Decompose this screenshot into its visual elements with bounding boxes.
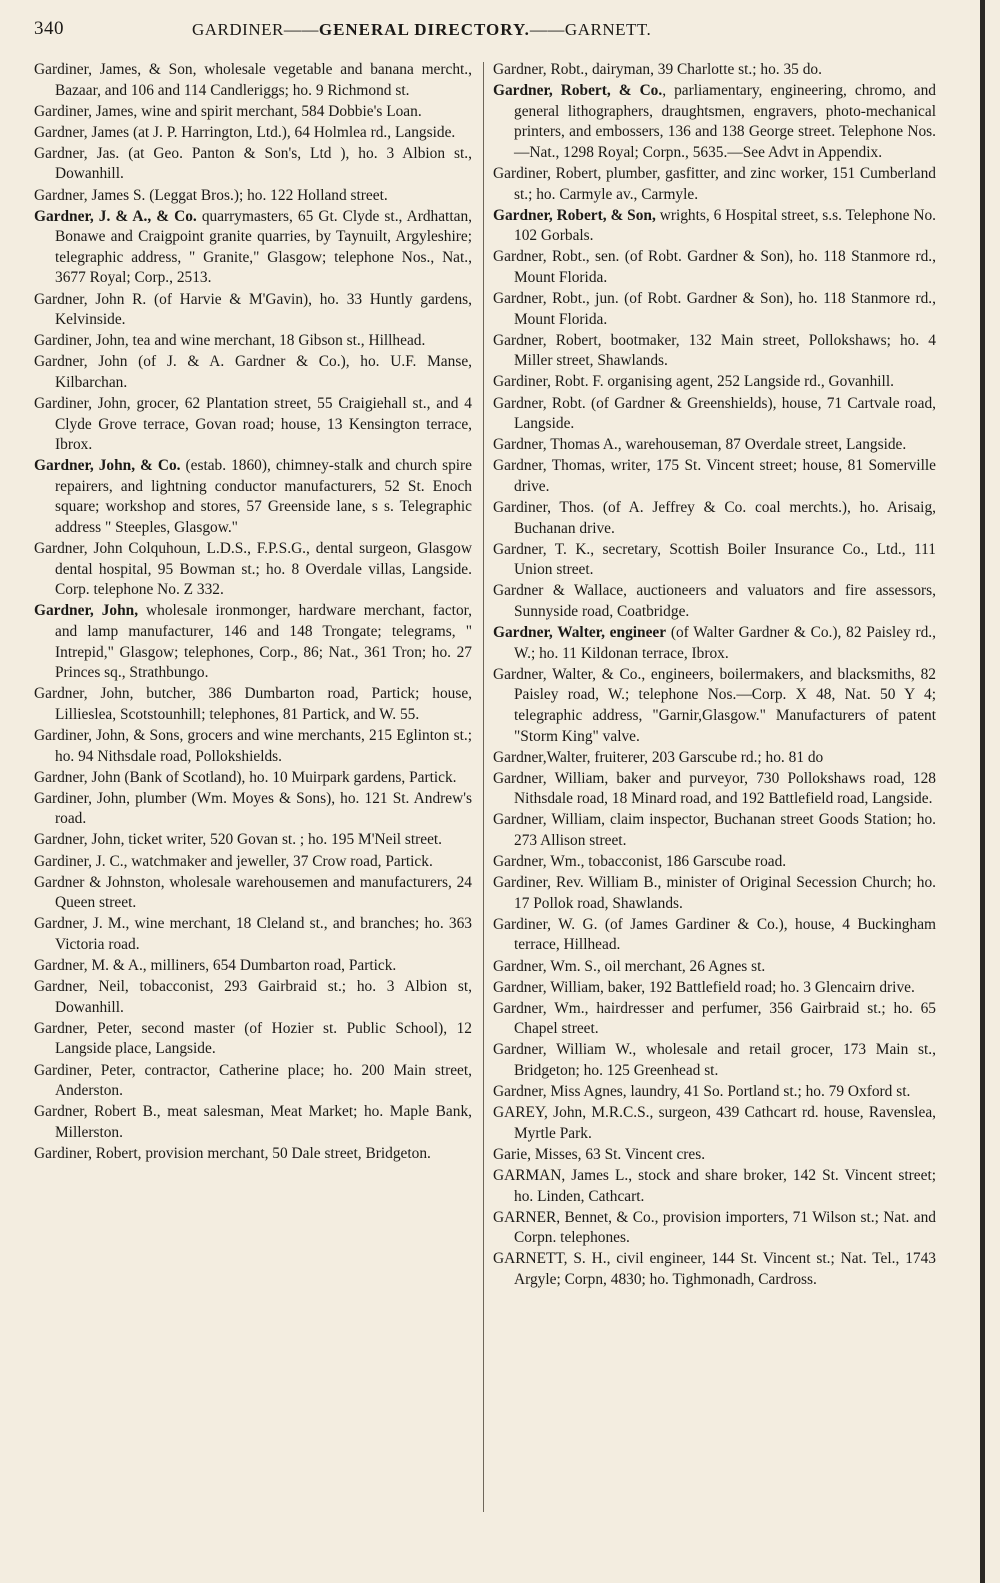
entry-text: (estab. 1860), chimney-stalk and church spire repairers, and lightning conductor manufacturers, 52 St. Enoch square; workshop and stores, 57 Greenside lane, s s. Telegraphic address " Steeples, Glasgow." xyxy=(55,457,472,537)
entry-name: Gardner, Robert, & Son, xyxy=(493,206,656,224)
right-column xyxy=(493,60,936,1291)
directory-entry xyxy=(34,1061,472,1102)
left-column xyxy=(34,60,472,1165)
directory-entry xyxy=(493,372,936,393)
directory-entry xyxy=(34,456,472,538)
entry-text: Gardner, Robert B., meat salesman, Meat Market; ho. Maple Bank, Millerston. xyxy=(34,1103,472,1141)
entry-text: Gardiner, Robert, provision merchant, 50 Dale street, Bridgeton. xyxy=(34,1144,431,1162)
entry-text: GAREY, John, M.R.C.S., surgeon, 439 Cathcart rd. house, Ravenslea, Myrtle Park. xyxy=(493,1104,936,1142)
entry-name: Gardner, John, xyxy=(34,602,139,620)
directory-entry xyxy=(34,852,472,873)
entry-text: Gardner, Neil, tobacconist, 293 Gairbraid st.; ho. 3 Albion st, Dowanhill. xyxy=(34,978,472,1016)
entry-text: Gardner, John, ticket writer, 520 Govan st. ; ho. 195 M'Neil street. xyxy=(34,831,443,849)
directory-entry xyxy=(493,1208,936,1249)
directory-entry xyxy=(493,915,936,956)
entry-text: Gardner, James (at J. P. Harrington, Ltd.), 64 Holmlea rd., Langside. xyxy=(34,123,456,141)
entry-text: Gardiner, James, wine and spirit merchant, 584 Dobbie's Loan. xyxy=(34,102,422,120)
entry-text: Gardner, Wm., hairdresser and perfumer, 356 Gairbraid st.; ho. 65 Chapel street. xyxy=(493,999,936,1038)
column-divider xyxy=(483,62,484,1512)
directory-entry xyxy=(34,873,472,914)
directory-entry xyxy=(34,1102,472,1143)
entry-text: Gardner, Jas. (at Geo. Panton & Son's, Ltd ), ho. 3 Albion st., Dowanhill. xyxy=(34,144,472,183)
entry-text: Gardner, Wm. S., oil merchant, 26 Agnes st. xyxy=(493,957,766,975)
entry-text: , parliamentary, engineering, chromo, and general lithographers, draughtsmen, engravers, photo-mechanical printers, and embossers, 136 and 138 George street. Telephone Nos.—Nat., 1298 Royal; Corpn., 5635.—See Advt in Appendix. xyxy=(514,82,937,161)
directory-entry xyxy=(493,665,936,747)
entry-text: Gardner, Thomas, writer, 175 St. Vincent street; house, 81 Somerville drive. xyxy=(493,457,936,495)
directory-entry xyxy=(493,581,936,622)
directory-entry xyxy=(34,290,472,331)
directory-entry xyxy=(493,394,936,435)
entry-text: quarrymasters, 65 Gt. Clyde st., Ardhattan, Bonawe and Craigpoint granite quarries, by Taynuilt, Argyleshire; telegraphic address, " Granite," Glasgow; telephone Nos., Nat., 3677 Royal; Corp., 2513. xyxy=(55,207,472,287)
directory-entry xyxy=(493,1249,936,1290)
entry-text: Gardner, Miss Agnes, laundry, 41 So. Portland st.; ho. 79 Oxford st. xyxy=(493,1083,911,1101)
entry-text: Gardiner, Thos. (of A. Jeffrey & Co. coal merchts.), ho. Arisaig, Buchanan drive. xyxy=(493,498,936,537)
directory-entry xyxy=(34,394,472,456)
entry-text: Gardner,Walter, fruiterer, 203 Garscube rd.; ho. 81 do xyxy=(493,748,824,766)
entry-text: Gardner, T. K., secretary, Scottish Boiler Insurance Co., Ltd., 111 Union street. xyxy=(493,540,936,579)
entry-text: Gardner & Wallace, auctioneers and valuators and fire assessors, Sunnyside road, Coatbridge. xyxy=(493,582,936,620)
directory-entry xyxy=(493,1103,936,1144)
entry-name: Gardner, Walter, engineer xyxy=(493,624,667,642)
directory-entry xyxy=(493,810,936,851)
entry-text: Gardiner, J. C., watchmaker and jeweller, 37 Crow road, Partick. xyxy=(34,852,433,870)
entry-text: Gardiner, John, tea and wine merchant, 18 Gibson st., Hillhead. xyxy=(34,332,426,350)
directory-entry xyxy=(34,207,472,289)
entry-text: Gardner, Thomas A., warehouseman, 87 Overdale street, Langside. xyxy=(493,436,907,454)
entry-text: Gardner, Robert, bootmaker, 132 Main street, Pollokshaws; ho. 4 Miller street, Shawlands. xyxy=(493,331,936,370)
directory-entry xyxy=(493,623,936,664)
entry-text: Gardiner, James, & Son, wholesale vegetable and banana mercht., Bazaar, and 106 and 114 Candleriggs; ho. 9 Richmond st. xyxy=(34,61,472,99)
directory-entry xyxy=(493,540,936,581)
directory-entry xyxy=(34,186,472,207)
directory-entry xyxy=(493,1166,936,1207)
directory-entry xyxy=(34,331,472,352)
entry-text: Gardner, William, baker, 192 Battlefield road; ho. 3 Glencairn drive. xyxy=(493,978,915,996)
entry-text: Gardiner, Robert, plumber, gasfitter, and zinc worker, 151 Cumberland st.; ho. Carmyle av., Carmyle. xyxy=(493,164,936,203)
directory-entry xyxy=(34,684,472,725)
directory-entry xyxy=(34,352,472,393)
directory-entry xyxy=(493,999,936,1040)
entry-text: Gardner, M. & A., milliners, 654 Dumbarton road, Partick. xyxy=(34,957,397,975)
entry-text: Gardiner, Robt. F. organising agent, 252 Langside rd., Govanhill. xyxy=(493,373,894,391)
directory-entry xyxy=(34,1144,472,1165)
running-head-left: GARDINER xyxy=(192,20,284,39)
entry-text: Gardner, John (Bank of Scotland), ho. 10 Muirpark gardens, Partick. xyxy=(34,768,457,786)
entry-text: GARNETT, S. H., civil engineer, 144 St. Vincent st.; Nat. Tel., 1743 Argyle; Corpn, 4830; ho. Tighmonadh, Cardross. xyxy=(493,1250,936,1288)
directory-entry xyxy=(34,102,472,123)
directory-entry xyxy=(34,539,472,601)
directory-entry xyxy=(493,1082,936,1103)
directory-entry xyxy=(493,206,936,247)
entry-text: Gardner, John (of J. & A. Gardner & Co.), ho. U.F. Manse, Kilbarchan. xyxy=(34,353,472,391)
entry-text: Gardner & Johnston, wholesale warehousemen and manufacturers, 24 Queen street. xyxy=(34,873,472,912)
directory-entry xyxy=(34,60,472,101)
entry-text: Gardner, William W., wholesale and retail grocer, 173 Main st., Bridgeton; ho. 125 Greenhead st. xyxy=(493,1041,936,1079)
directory-entry xyxy=(493,247,936,288)
page-header xyxy=(34,16,794,46)
directory-entry xyxy=(493,498,936,539)
directory-entry xyxy=(34,768,472,789)
directory-entry xyxy=(493,873,936,914)
entry-text: GARNER, Bennet, & Co., provision importers, 71 Wilson st.; Nat. and Corpn. telephones. xyxy=(493,1208,936,1247)
directory-entry xyxy=(493,60,936,81)
entry-text: Gardner, James S. (Leggat Bros.); ho. 122 Holland street. xyxy=(34,186,388,204)
directory-entry xyxy=(493,81,936,163)
directory-entry xyxy=(34,914,472,955)
directory-entry xyxy=(493,289,936,330)
entry-text: Gardiner, John, & Sons, grocers and wine merchants, 215 Eglinton st.; ho. 94 Nithsdale road, Pollokshields. xyxy=(34,727,472,765)
entry-text: Gardner, Robt., dairyman, 39 Charlotte st.; ho. 35 do. xyxy=(493,61,822,78)
entry-text: Gardner, Robt. (of Gardner & Greenshields), house, 71 Cartvale road, Langside. xyxy=(493,394,936,433)
directory-entry xyxy=(34,977,472,1018)
entry-text: wrights, 6 Hospital street, s.s. Telephone No. 102 Gorbals. xyxy=(514,206,936,245)
directory-entry xyxy=(493,957,936,978)
directory-entry xyxy=(34,726,472,767)
directory-entry xyxy=(34,601,472,683)
entry-name: Gardner, John, & Co. xyxy=(34,457,181,475)
entry-name: Gardner, J. & A., & Co. xyxy=(34,207,197,225)
entry-text: Gardiner, W. G. (of James Gardiner & Co.), house, 4 Buckingham terrace, Hillhead. xyxy=(493,915,936,954)
directory-entry xyxy=(493,435,936,456)
entry-text: Gardiner, Rev. William B., minister of Original Secession Church; ho. 17 Pollok road, Shawlands. xyxy=(493,874,936,912)
entry-text: (of Walter Gardner & Co.), 82 Paisley rd., W.; ho. 11 Kildonan terrace, Ibrox. xyxy=(514,624,937,662)
directory-entry xyxy=(493,978,936,999)
entry-text: Gardiner, Peter, contractor, Catherine place; ho. 200 Main street, Anderston. xyxy=(34,1061,472,1100)
directory-entry xyxy=(493,331,936,372)
entry-text: Gardiner, John, plumber (Wm. Moyes & Sons), ho. 121 St. Andrew's road. xyxy=(34,789,472,828)
running-head-right: GARNETT. xyxy=(564,20,652,39)
entry-text: Gardner, Walter, & Co., engineers, boilermakers, and blacksmiths, 82 Paisley road, W.; telephone Nos.—Corp. X 48, Nat. 50 Y 4; telegraphic address, "Garnir,Glasgow." Manufacturers of patent "Storm King" valve. xyxy=(493,665,936,745)
directory-entry xyxy=(34,956,472,977)
directory-entry xyxy=(34,1019,472,1060)
entry-text: wholesale ironmonger, hardware merchant, factor, and lamp manufacturer, 146 and 148 Trongate; telegrams, " Intrepid," Glasgow; telephones, Corp., 86; Nat., 361 Tron; ho. 27 Princes sq., Strathbungo. xyxy=(55,602,472,682)
entry-text: Gardner, William, baker and purveyor, 730 Pollokshaws road, 128 Nithsdale road, 18 Minard road, and 192 Battlefield road, Langside. xyxy=(493,769,936,808)
entry-text: Gardner, J. M., wine merchant, 18 Cleland st., and branches; ho. 363 Victoria road. xyxy=(34,915,472,953)
entry-text: Gardner, John R. (of Harvie & M'Gavin), ho. 33 Huntly gardens, Kelvinside. xyxy=(34,290,472,329)
directory-entry xyxy=(493,748,936,769)
entry-text: Gardner, John Colquhoun, L.D.S., F.P.S.G., dental surgeon, Glasgow dental hospital, 95 Bowman st.; ho. 8 Overdale villas, Langside. Corp. telephone No. Z 332. xyxy=(34,540,472,599)
directory-entry xyxy=(493,1040,936,1081)
entry-text: GARMAN, James L., stock and share broker, 142 St. Vincent street; ho. Linden, Cathcart. xyxy=(493,1166,936,1205)
page-number: 340 xyxy=(34,18,64,39)
entry-text: Gardner, Robt., jun. (of Robt. Gardner & Son), ho. 118 Stanmore rd., Mount Florida. xyxy=(493,290,936,328)
running-head-center: GENERAL DIRECTORY. xyxy=(318,20,530,39)
entry-text: Gardner, Wm., tobacconist, 186 Garscube road. xyxy=(493,853,787,871)
entry-text: Gardner, William, claim inspector, Buchanan street Goods Station; ho. 273 Allison street. xyxy=(493,811,936,849)
page-edge xyxy=(980,0,985,1583)
directory-entry xyxy=(493,164,936,205)
entry-name: Gardner, Robert, & Co. xyxy=(493,82,663,100)
directory-entry xyxy=(34,144,472,185)
entry-text: Gardner, Robt., sen. (of Robt. Gardner & Son), ho. 118 Stanmore rd., Mount Florida. xyxy=(493,248,936,286)
entry-text: Gardner, Peter, second master (of Hozier st. Public School), 12 Langside place, Langside. xyxy=(34,1019,472,1058)
directory-entry xyxy=(34,123,472,144)
directory-entry xyxy=(34,789,472,830)
entry-text: Garie, Misses, 63 St. Vincent cres. xyxy=(493,1145,706,1163)
entry-text: Gardner, John, butcher, 386 Dumbarton road, Partick; house, Lillieslea, Scotstounhill; telephones, 81 Partick, and W. 55. xyxy=(34,685,472,723)
directory-entry xyxy=(493,769,936,810)
directory-entry xyxy=(493,1145,936,1166)
directory-entry xyxy=(34,830,472,851)
directory-entry xyxy=(493,852,936,873)
running-head: GARDINER——GENERAL DIRECTORY.——GARNETT. xyxy=(192,20,652,39)
entry-text: Gardiner, John, grocer, 62 Plantation street, 55 Craigiehall st., and 4 Clyde Grove terrace, Govan road; house, 13 Kensington terrace, Ibrox. xyxy=(34,395,472,454)
directory-entry xyxy=(493,456,936,497)
